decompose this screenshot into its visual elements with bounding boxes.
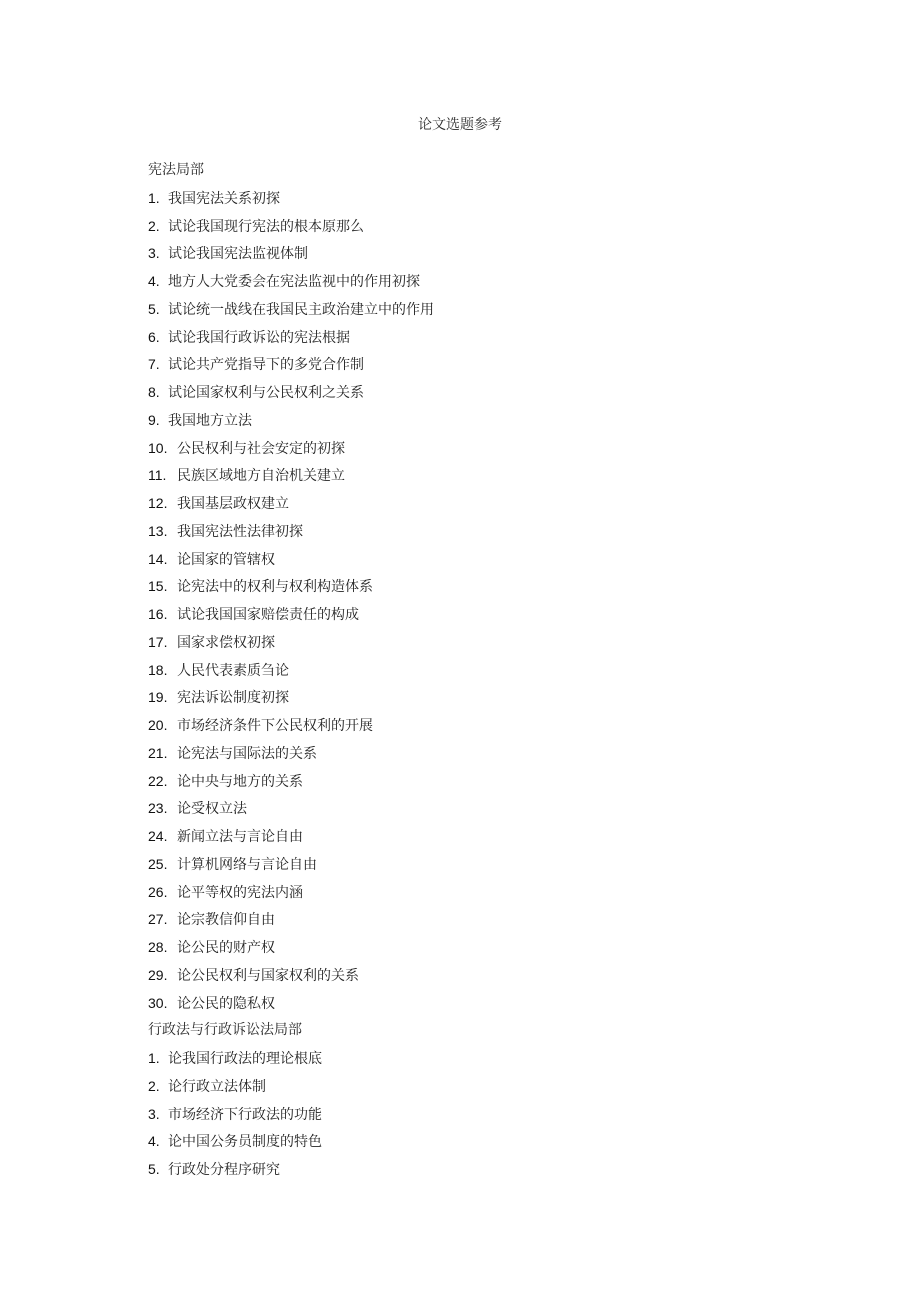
item-text: 试论我国行政诉讼的宪法根据: [168, 329, 350, 346]
item-number: 15.: [148, 578, 168, 595]
item-number: 26.: [148, 883, 168, 900]
list-item: [148, 684, 788, 712]
list-item: [148, 573, 788, 601]
list-item: [148, 1073, 788, 1101]
item-text: 市场经济下行政法的功能: [168, 1106, 322, 1123]
list-item: [148, 435, 788, 463]
item-text: 试论我国现行宪法的根本原那么: [168, 218, 364, 235]
list-item: [148, 351, 788, 379]
list-item: [148, 213, 788, 241]
item-text: 行政处分程序研究: [168, 1162, 280, 1178]
list-item: [148, 712, 788, 740]
item-number: 20.: [148, 717, 168, 733]
item-text: 我国宪法关系初探: [168, 190, 280, 207]
list-item: [148, 740, 788, 768]
item-text: 论宪法中的权利与权利构造体系: [177, 579, 373, 596]
item-text: 试论我国国家赔偿责任的构成: [177, 607, 359, 623]
item-text: 计算机网络与言论自由: [177, 856, 317, 873]
document-title: 论文选题参考: [418, 117, 502, 133]
item-number: 17.: [148, 633, 168, 650]
item-text: 宪法诉讼制度初探: [177, 690, 289, 707]
item-number: 28.: [148, 939, 168, 955]
list-item: [148, 379, 788, 407]
list-item: [148, 934, 788, 962]
item-text: 论受权立法: [177, 801, 247, 818]
item-text: 试论共产党指导下的多党合作制: [168, 357, 364, 374]
item-number: 13.: [148, 522, 168, 539]
section-heading: 行政法与行政诉讼法局部: [148, 1022, 302, 1039]
item-number: 23.: [148, 800, 168, 817]
item-number: 4.: [148, 1133, 160, 1150]
document-body: [148, 157, 788, 1184]
list-item: [148, 768, 788, 796]
item-number: 1.: [148, 1050, 160, 1066]
item-text: 论宪法与国际法的关系: [177, 745, 317, 762]
list-item: [148, 1128, 788, 1156]
item-text: 试论我国宪法监视体制: [168, 246, 308, 263]
list-item: [148, 185, 788, 213]
item-text: 地方人大党委会在宪法监视中的作用初探: [168, 274, 420, 290]
list-item: [148, 990, 788, 1018]
list-item: [148, 240, 788, 268]
item-number: 2.: [148, 217, 160, 234]
item-text: 论中国公务员制度的特色: [168, 1134, 322, 1151]
item-text: 论公民的财产权: [177, 940, 275, 956]
item-text: 论公民的隐私权: [177, 995, 275, 1012]
section-heading: 宪法局部: [148, 162, 204, 178]
list-item: [148, 1101, 788, 1129]
item-number: 22.: [148, 772, 168, 789]
item-text: 我国宪法性法律初探: [177, 523, 303, 540]
item-text: 我国地方立法: [168, 412, 252, 429]
list-item: [148, 546, 788, 574]
list-item: [148, 906, 788, 934]
item-text: 试论国家权利与公民权利之关系: [168, 385, 364, 401]
item-number: 16.: [148, 606, 168, 622]
item-text: 国家求偿权初探: [177, 634, 275, 651]
list-item: [148, 879, 788, 907]
item-number: 3.: [148, 245, 160, 262]
item-number: 3.: [148, 1105, 160, 1122]
item-text: 我国基层政权建立: [177, 496, 289, 512]
item-text: 市场经济条件下公民权利的开展: [177, 718, 373, 734]
list-item: [148, 1045, 788, 1073]
item-number: 4.: [148, 273, 160, 289]
item-number: 14.: [148, 550, 168, 567]
item-text: 试论统一战线在我国民主政治建立中的作用: [168, 301, 434, 318]
item-number: 5.: [148, 300, 160, 317]
item-number: 6.: [148, 328, 160, 345]
list-item: [148, 518, 788, 546]
item-number: 29.: [148, 966, 168, 983]
item-number: 1.: [148, 189, 160, 206]
item-text: 人民代表素质刍论: [177, 662, 289, 679]
list-item: [148, 823, 788, 851]
item-text: 论中央与地方的关系: [177, 773, 303, 790]
item-text: 论我国行政法的理论根底: [168, 1051, 322, 1067]
list-item: [148, 962, 788, 990]
item-text: 民族区域地方自治机关建立: [177, 468, 345, 485]
item-number: 18.: [148, 661, 168, 678]
item-text: 论平等权的宪法内涵: [177, 884, 303, 901]
item-number: 11.: [148, 467, 167, 484]
item-text: 论国家的管辖权: [177, 551, 275, 568]
list-item: [148, 462, 788, 490]
item-number: 8.: [148, 384, 160, 400]
list-item: [148, 851, 788, 879]
item-text: 论宗教信仰自由: [177, 912, 275, 929]
item-number: 10.: [148, 439, 168, 456]
list-item: [148, 795, 788, 823]
item-number: 12.: [148, 495, 168, 511]
list-item: [148, 657, 788, 685]
list-item: [148, 1156, 788, 1184]
item-number: 5.: [148, 1161, 160, 1177]
item-text: 新闻立法与言论自由: [177, 829, 303, 845]
item-number: 7.: [148, 356, 160, 373]
list-item: [148, 490, 788, 518]
item-number: 9.: [148, 411, 160, 428]
item-text: 论行政立法体制: [168, 1078, 266, 1095]
list-item: [148, 601, 788, 629]
item-number: 24.: [148, 828, 168, 844]
list-item: [148, 324, 788, 352]
item-number: 2.: [148, 1077, 160, 1094]
list-item: [148, 629, 788, 657]
list-item: [148, 407, 788, 435]
item-number: 19.: [148, 689, 168, 706]
item-text: 公民权利与社会安定的初探: [177, 440, 345, 457]
item-number: 30.: [148, 994, 168, 1011]
list-item: [148, 268, 788, 296]
item-number: 21.: [148, 744, 168, 761]
item-number: 25.: [148, 855, 168, 872]
list-item: [148, 296, 788, 324]
item-number: 27.: [148, 911, 168, 928]
item-text: 论公民权利与国家权利的关系: [177, 967, 359, 984]
